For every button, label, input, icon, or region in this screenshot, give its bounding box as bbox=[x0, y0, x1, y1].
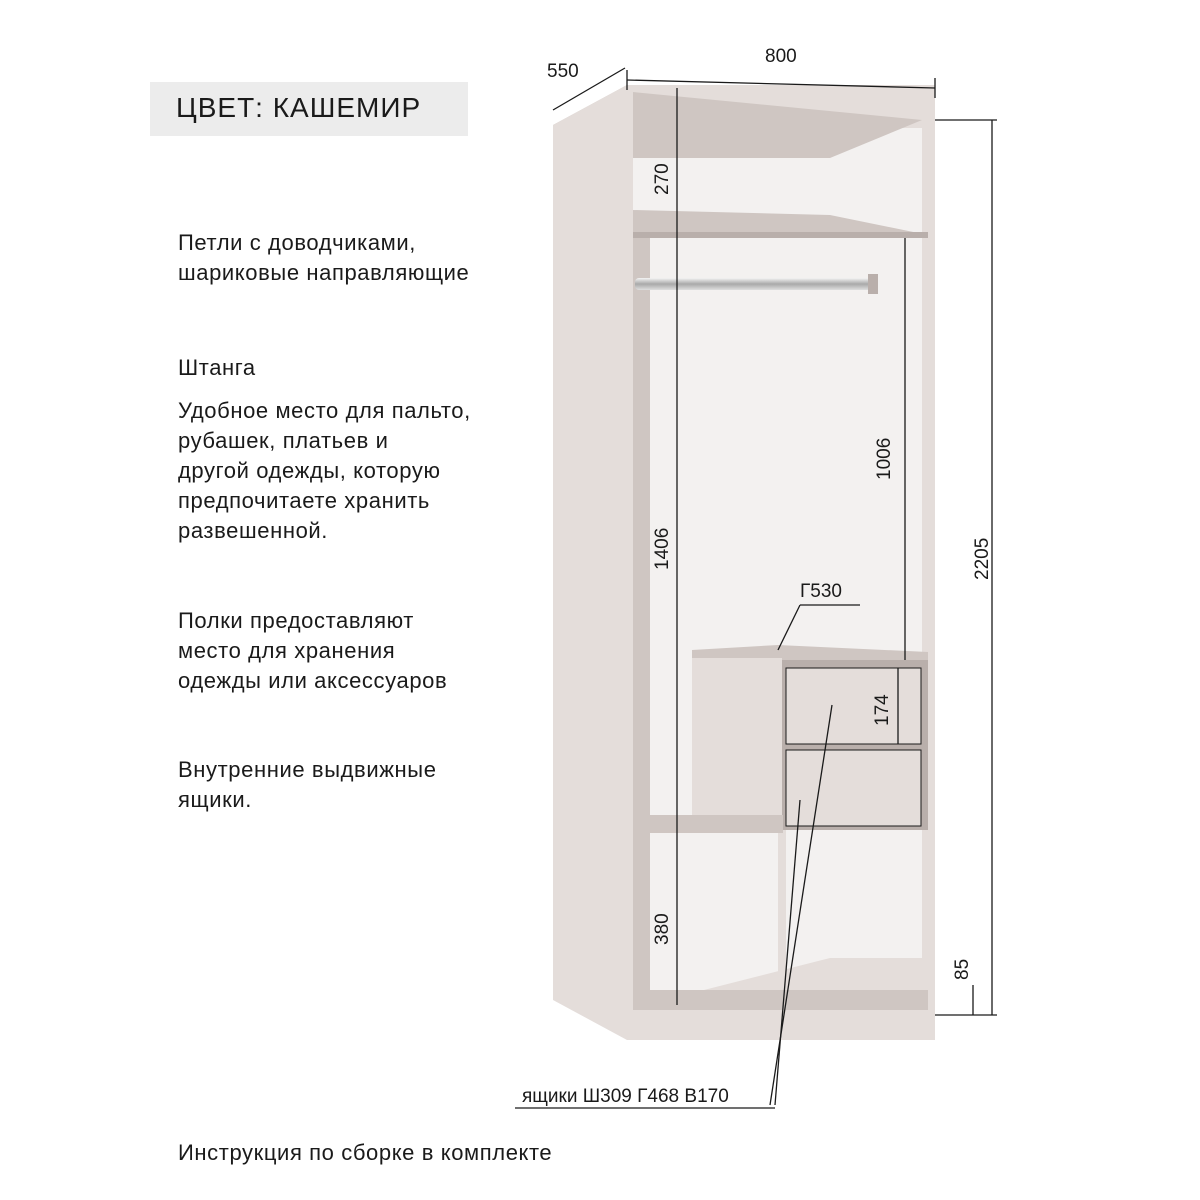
top-shelf-label: 270 bbox=[652, 163, 673, 195]
upper-drawer bbox=[786, 668, 921, 744]
drawer-depth-label: Г530 bbox=[800, 581, 842, 602]
feature-instruction-text: Инструкция по сборке в комплекте bbox=[178, 1140, 553, 1165]
hanging-left-wall bbox=[633, 238, 650, 1008]
feature-rod-line-5: развешенной. bbox=[178, 518, 329, 543]
left-hanging-label: 1406 bbox=[652, 527, 673, 570]
feature-drawers-line-1: Внутренние выдвижные bbox=[178, 757, 437, 782]
wardrobe-body bbox=[553, 85, 935, 1040]
plinth-label: 85 bbox=[952, 958, 973, 980]
feature-hinges-line-2: шариковые направляющие bbox=[178, 260, 470, 285]
interior-right-back bbox=[830, 128, 922, 958]
right-hanging-label: 1006 bbox=[874, 437, 895, 480]
lower-drawer bbox=[786, 750, 921, 826]
feature-shelves-line-2: место для хранения bbox=[178, 638, 396, 663]
width-label: 800 bbox=[765, 46, 797, 67]
feature-hinges-line-1: Петли с доводчиками, bbox=[178, 230, 416, 255]
bottom-section-label: 380 bbox=[652, 913, 673, 945]
drawers-callout-label: ящики Ш309 Г468 В170 bbox=[522, 1086, 729, 1107]
feature-shelves-line-3: одежды или аксессуаров bbox=[178, 668, 448, 693]
clothes-rod bbox=[635, 278, 878, 290]
feature-rod-line-3: другой одежды, которую bbox=[178, 458, 441, 483]
feature-rod-line-2: рубашек, платьев и bbox=[178, 428, 389, 453]
total-height-label: 2205 bbox=[972, 537, 993, 580]
color-label: ЦВЕТ: КАШЕМИР bbox=[176, 92, 422, 123]
drawer-unit-side bbox=[692, 658, 782, 830]
depth-label: 550 bbox=[547, 61, 579, 82]
feature-rod-line-4: предпочитаете хранить bbox=[178, 488, 430, 513]
bottom-shelf bbox=[633, 815, 783, 833]
right-side-inner bbox=[922, 120, 935, 1010]
feature-shelves-line-1: Полки предоставляют bbox=[178, 608, 414, 633]
feature-drawers-line-2: ящики. bbox=[178, 787, 252, 812]
rod-mount bbox=[868, 274, 878, 294]
feature-rod-line-1: Удобное место для пальто, bbox=[178, 398, 471, 423]
feature-rod-title-text: Штанга bbox=[178, 355, 256, 380]
drawer-height-label: 174 bbox=[872, 694, 893, 726]
cabinet-left-side bbox=[553, 85, 627, 1040]
